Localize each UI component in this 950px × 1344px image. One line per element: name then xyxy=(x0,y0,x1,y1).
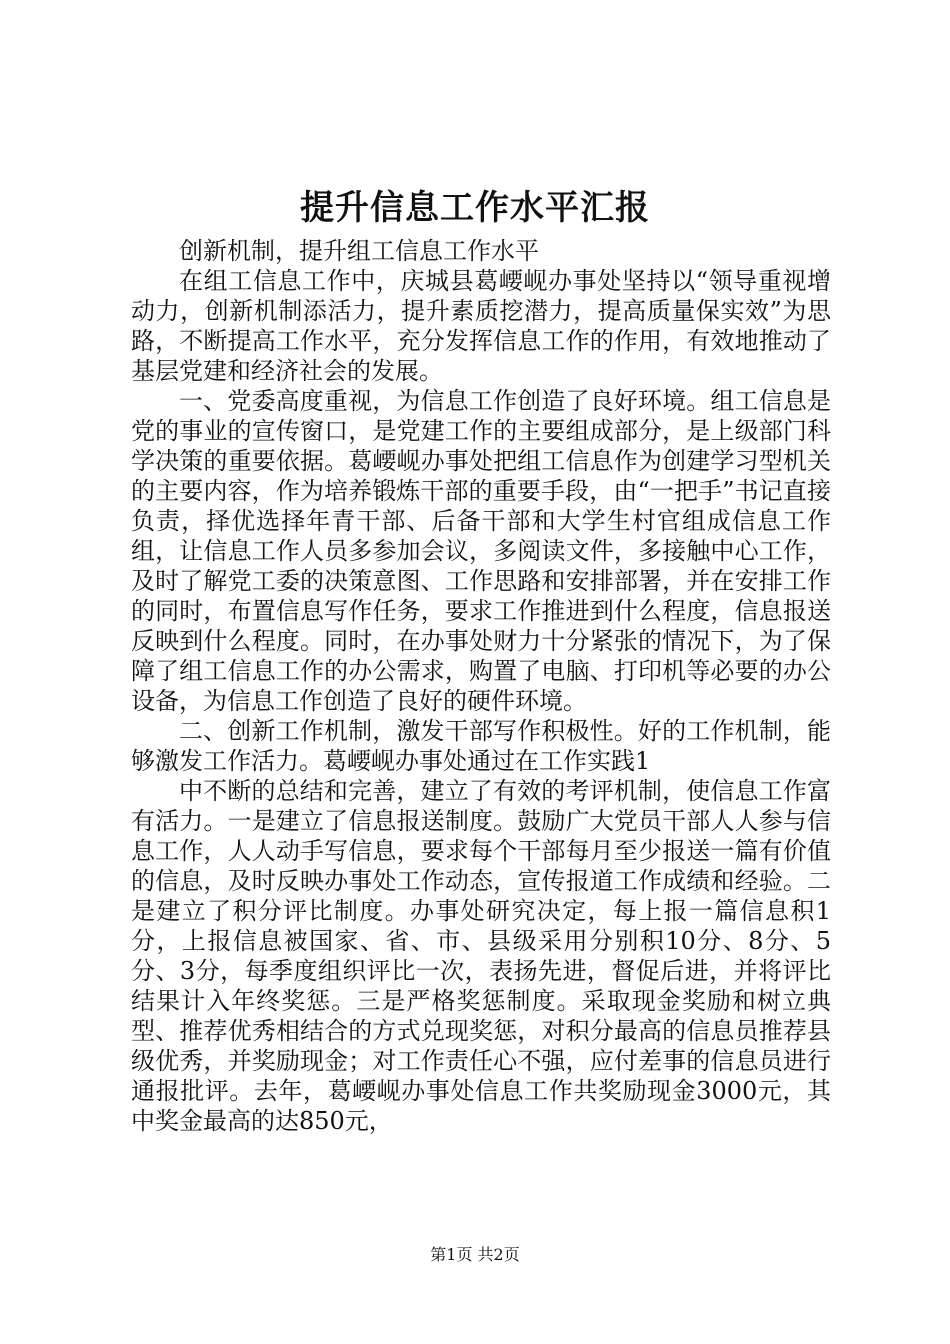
paragraph-intro: 在组工信息工作中，庆城县葛崾岘办事处坚持以“领导重视增动力，创新机制添活力，提升素质挖潜力，提高质量保实效”为思路，不断提高工作水平，充分发挥信息工作的作用，有效地推动了基层党建和经济社会的发展。 xyxy=(131,267,831,385)
paragraph-section-1: 一、党委高度重视，为信息工作创造了良好环境。组工信息是党的事业的宣传窗口，是党建工作的主要组成部分，是上级部门科学决策的重要依据。葛崾岘办事处把组工信息作为创建学习型机关的主要内容，作为培养锻炼干部的重要手段，由“一把手”书记直接负责，择优选择年青干部、后备干部和大学生村官组成信息工作组，让信息工作人员多参加会议，多阅读文件，多接触中心工作，及时了解党工委的决策意图、工作思路和安排部署，并在安排工作的同时，布置信息写作任务，要求工作推进到什么程度，信息报送反映到什么程度。同时，在办事处财力十分紧张的情况下，为了保障了组工信息工作的办公需求，购置了电脑、打印机等必要的办公设备，为信息工作创造了良好的硬件环境。 xyxy=(131,387,831,715)
page-footer: 第1页 共2页 xyxy=(430,1245,520,1264)
paragraph-section-2-continued: 中不断的总结和完善，建立了有效的考评机制，使信息工作富有活力。一是建立了信息报送制度。鼓励广大党员干部人人参与信息工作，人人动手写信息，要求每个干部每月至少报送一篇有价值的信息，及时反映办事处工作动态，宣传报道工作成绩和经验。二是建立了积分评比制度。办事处研究决定，每上报一篇信息积1分，上报信息被国家、省、市、县级采用分别积10分、8分、5分、3分，每季度组织评比一次，表扬先进，督促后进，并将评比结果计入年终奖惩。三是严格奖惩制度。采取现金奖励和树立典型、推荐优秀相结合的方式兑现奖惩，对积分最高的信息员推荐县级优秀，并奖励现金；对工作责任心不强，应付差事的信息员进行通报批评。去年，葛崾岘办事处信息工作共奖励现金3000元，其中奖金最高的达850元， xyxy=(131,777,831,1135)
document-body xyxy=(131,236,831,1136)
document-subtitle: 创新机制，提升组工信息工作水平 xyxy=(179,237,539,265)
paragraph-section-2: 二、创新工作机制，激发干部写作积极性。好的工作机制，能够激发工作活力。葛崾岘办事处通过在工作实践1 xyxy=(131,717,831,775)
document-title: 提升信息工作水平汇报 xyxy=(300,188,650,228)
